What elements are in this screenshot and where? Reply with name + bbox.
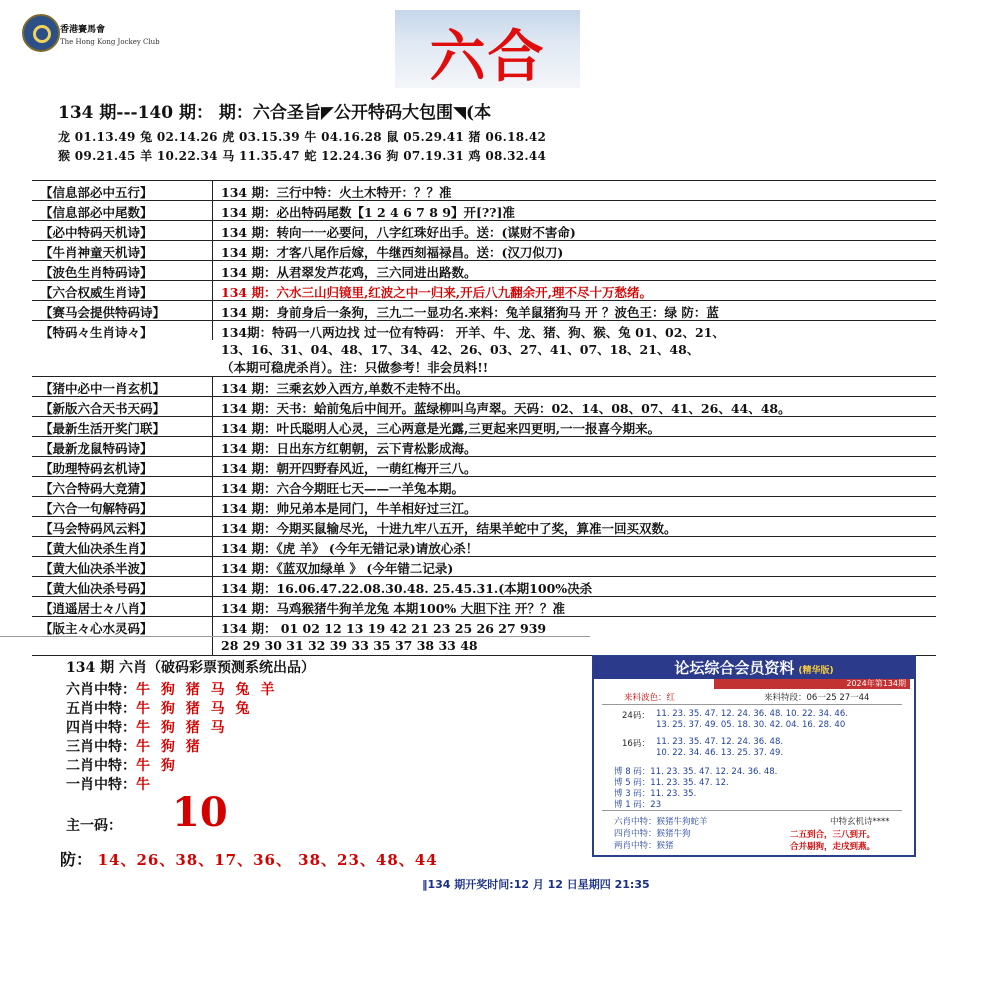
row-label: 【黄大仙决杀半波】 — [40, 561, 153, 576]
card-six: 六肖中特：猴猪牛狗蛇羊 — [614, 817, 708, 827]
row-label: 【黄大仙决杀生肖】 — [40, 541, 153, 556]
logo-name-cn: 香港賽馬會 — [60, 25, 106, 35]
zodiac-pick-line — [66, 774, 153, 794]
card-edition: (精华版) — [798, 666, 834, 676]
card-poem-1: 二五到合，三八到开。 — [790, 830, 876, 840]
row-separator — [212, 301, 213, 320]
row-label: 【信息部必中尾数】 — [40, 205, 153, 220]
table-row — [32, 456, 936, 476]
zodiac-pick-label: 三肖中特： — [66, 739, 136, 755]
row-label: 【六合权威生肖诗】 — [40, 285, 153, 300]
row-value: 134 期：六合今期旺七天——一羊兔本期。 — [221, 481, 464, 496]
row-separator — [212, 437, 213, 456]
row-label: 【牛肖神童天机诗】 — [40, 245, 153, 260]
row-label: 【最新生活开奖门联】 — [40, 421, 166, 436]
row-value: 134 期：16.06.47.22.08.30.48. 25.45.31.(本期100%决杀 — [221, 581, 593, 596]
row-value: 134 期：身前身后一条狗，三九二一显功名.来料：兔羊鼠猪狗马 开 ？波色王：绿 防：蓝 — [221, 305, 719, 320]
row-separator — [212, 321, 213, 340]
row-separator — [212, 261, 213, 280]
table-row — [32, 320, 936, 340]
row-value: 134 期：三乘玄妙入西方,单数不走特不出。 — [221, 381, 469, 396]
row-label: 【新版六合天书天码】 — [40, 401, 166, 416]
table-row — [32, 416, 936, 436]
row-value: 134 期：今期买鼠输尽光，十进九牢八五开，结果羊蛇中了奖，算准一回买双数。 — [221, 521, 677, 536]
card-divider-1 — [602, 704, 902, 705]
row-label: 【六合特码大竞猜】 — [40, 481, 153, 496]
table-row — [32, 280, 936, 300]
card-special-label: 来料特段：06一25 27一44 — [764, 693, 870, 703]
mark-six-banner — [395, 10, 580, 88]
row-label: 【六合一句解特码】 — [40, 501, 153, 516]
six-zodiac-section — [0, 636, 590, 877]
row-value: 134 期：帅兄弟本是同门，牛羊相好过三江。 — [221, 501, 477, 516]
zodiac-numbers-line-1: 龙 01.13.49 兔 02.14.26 虎 03.15.39 牛 04.16.28 鼠 05.29.41 猪 06.18.42 — [58, 130, 547, 144]
row-separator — [212, 201, 213, 220]
row-value: 134 期：必出特码尾数【1 2 4 6 7 8 9】开[??]准 — [221, 205, 515, 220]
row-value: 134 期：三行中特：火土木特开：？？准 — [221, 185, 452, 200]
row-separator — [212, 477, 213, 496]
row-value: 134 期： 01 02 12 13 19 42 21 23 25 26 27 939 — [221, 621, 547, 636]
wrapped-lines-area — [32, 340, 936, 376]
table-row — [32, 376, 936, 396]
row-value: 134 期：六水三山归镜里,红波之中一归来,开后八九翻余开,理不尽十万愁绪。 — [221, 285, 653, 300]
table-row — [32, 180, 936, 200]
row-value: 134 期：天书：蛤前兔后中间开。蓝绿柳叫乌声翠。天码：02、14、08、07、41、26、44、48。 — [221, 401, 791, 416]
table-row — [32, 240, 936, 260]
wrapped-line: 13、16、31、04、48、17、34、42、26、03、27、41、07、18、21、48、 — [221, 342, 700, 357]
zodiac-pick-label: 二肖中特： — [66, 758, 136, 774]
card-poem-2: 合并剔狗，走戌到燕。 — [790, 842, 876, 852]
zodiac-pick-line — [66, 679, 277, 699]
jockey-club-logo — [22, 14, 162, 64]
zodiac-numbers-line-2: 猴 09.21.45 羊 10.22.34 马 11.35.47 蛇 12.24.36 狗 07.19.31 鸡 08.32.44 — [58, 149, 547, 163]
row-label: 【赛马会提供特码诗】 — [40, 305, 166, 320]
defense-label: 防： — [60, 850, 93, 869]
card-16-label: 16码： — [622, 739, 650, 749]
row-value: 134期：特码一八两边找 过一位有特码： 开羊、牛、龙、猪、狗、猴、兔 01、02、21、 — [221, 325, 725, 340]
row-value: 134 期：日出东方红朝朝，云下青松影成海。 — [221, 441, 477, 456]
table-row — [32, 300, 936, 320]
card-title — [594, 657, 914, 679]
zodiac-pick-label: 一肖中特： — [66, 777, 136, 793]
row-value: 134 期：朝开四野春风近，一萌红梅开三八。 — [221, 461, 477, 476]
row-separator — [212, 397, 213, 416]
prediction-table — [32, 180, 936, 656]
defense-value: 14、26、38、17、36、 38、23、48、44 — [97, 851, 438, 869]
zodiac-pick-value: 牛 狗 猪 马 兔 — [136, 701, 253, 717]
table-row — [32, 576, 936, 596]
card-two: 两肖中特：猴猪 — [614, 841, 674, 851]
page-headline: 134 期---140 期： 期：六合圣旨◤公开特码大包围◥(本 — [58, 103, 492, 123]
row-separator — [212, 281, 213, 300]
zodiac-pick-value: 牛 狗 — [136, 758, 178, 774]
row-label: 【版主々心水灵码】 — [40, 621, 153, 636]
row-separator — [212, 221, 213, 240]
row-label: 【信息部必中五行】 — [40, 185, 153, 200]
row-label: 【助理特码玄机诗】 — [40, 461, 153, 476]
card-b8: 博 8 码：11. 23. 35. 47. 12. 24. 36. 48. — [614, 767, 778, 777]
row-value-second-line: 28 29 30 31 32 39 33 35 37 38 33 48 — [221, 638, 478, 653]
card-b3: 博 3 码：11. 23. 35. — [614, 789, 697, 799]
row-separator — [212, 557, 213, 576]
draw-time-footer: ‖134 期开奖时间:12 月 12 日星期四 21:35 — [422, 878, 650, 891]
zodiac-pick-value: 牛 狗 猪 — [136, 739, 203, 755]
table-row — [32, 516, 936, 536]
row-label: 【马会特码风云料】 — [40, 521, 153, 536]
row-separator — [212, 497, 213, 516]
six-zodiac-heading: 134 期 六肖（破码彩票预测系统出品） — [66, 660, 315, 676]
wrapped-line: （本期可稳虎杀肖）。注：只做参考！非会员料!! — [221, 360, 489, 375]
zodiac-pick-line — [66, 717, 228, 737]
row-value: 134 期：马鸡猴猪牛狗羊龙兔 本期100% 大胆下注 开？？准 — [221, 601, 565, 616]
table-row — [32, 436, 936, 456]
card-poem-label: 中特玄机诗**** — [830, 817, 890, 827]
card-divider-2 — [602, 810, 902, 811]
zodiac-pick-value: 牛 狗 猪 马 — [136, 720, 228, 736]
card-16-line-b: 10. 22. 34. 46. 13. 25. 37. 49. — [656, 748, 784, 758]
row-label: 【必中特码天机诗】 — [40, 225, 153, 240]
table-row — [32, 476, 936, 496]
card-24-line-a: 11. 23. 35. 47. 12. 24. 36. 48. 10. 22. 34. 46. — [656, 709, 848, 719]
row-value: 134 期：转向一一必要问，八字红珠好出手。送：(谋财不害命) — [221, 225, 576, 240]
table-row — [32, 596, 936, 616]
table-row — [32, 496, 936, 516]
card-b1: 博 1 码：23 — [614, 800, 662, 810]
table-row — [32, 220, 936, 240]
table-row — [32, 200, 936, 220]
row-separator — [212, 457, 213, 476]
main-number-label: 主一码： — [66, 818, 122, 834]
row-value: 134 期：从君翠发芦花鸡，三六同进出路数。 — [221, 265, 477, 280]
table-row — [32, 396, 936, 416]
row-value: 134 期：才客八尾作后嫁，牛继西刻福禄昌。送：(汉刀似刀) — [221, 245, 564, 260]
defense-numbers — [60, 847, 438, 870]
row-label: 【黄大仙决杀号码】 — [40, 581, 153, 596]
jockey-club-seal-icon — [22, 14, 60, 52]
table-row — [32, 536, 936, 556]
row-label: 【猪中必中一肖玄机】 — [40, 381, 166, 396]
row-separator — [212, 377, 213, 396]
banner-title: 六合 — [429, 25, 546, 88]
logo-name-en: The Hong Kong Jockey Club — [60, 38, 160, 46]
row-label: 【特码々生肖诗々】 — [40, 325, 153, 340]
row-label: 【最新龙鼠特码诗】 — [40, 441, 153, 456]
zodiac-pick-line — [66, 698, 253, 718]
row-label: 【逍遥居士々八肖】 — [40, 601, 153, 616]
zodiac-pick-line — [66, 736, 203, 756]
row-separator — [212, 577, 213, 596]
table-row — [32, 260, 936, 280]
card-24-label: 24码： — [622, 711, 650, 721]
zodiac-pick-line — [66, 755, 178, 775]
card-color-label: 来料波色：红 — [624, 693, 676, 703]
card-b5: 博 5 码：11. 23. 35. 47. 12. — [614, 778, 729, 788]
card-issue-bar: 2024年第134期 — [714, 679, 910, 689]
row-separator — [212, 517, 213, 536]
table-row — [32, 556, 936, 576]
card-title-text: 论坛综合会员资料 — [674, 659, 795, 677]
zodiac-pick-label: 六肖中特： — [66, 682, 136, 698]
row-label: 【波色生肖特码诗】 — [40, 265, 153, 280]
row-value: 134 期：叶氏聪明人心灵，三心两意是光露,三更起来四更明,一一报喜今期来。 — [221, 421, 661, 436]
row-separator — [212, 417, 213, 436]
card-16-line-a: 11. 23. 35. 47. 12. 24. 36. 48. — [656, 737, 784, 747]
row-separator — [212, 181, 213, 200]
card-24-line-b: 13. 25. 37. 49. 05. 18. 30. 42. 04. 16. 28. 40 — [656, 720, 846, 730]
zodiac-pick-label: 五肖中特： — [66, 701, 136, 717]
member-info-card — [592, 655, 916, 857]
row-separator — [212, 241, 213, 260]
row-separator — [212, 537, 213, 556]
row-value: 134 期：《蓝双加绿单 》 (今年错二记录) — [221, 561, 454, 576]
row-value: 134 期：《虎 羊》 (今年无错记录)请放心杀！ — [221, 541, 479, 556]
main-number-value: 10 — [172, 789, 228, 836]
zodiac-pick-value: 牛 狗 猪 马 兔 羊 — [136, 682, 278, 698]
card-four: 四肖中特：猴猪牛狗 — [614, 829, 691, 839]
row-separator — [212, 597, 213, 616]
zodiac-pick-label: 四肖中特： — [66, 720, 136, 736]
zodiac-pick-value: 牛 — [136, 777, 153, 793]
